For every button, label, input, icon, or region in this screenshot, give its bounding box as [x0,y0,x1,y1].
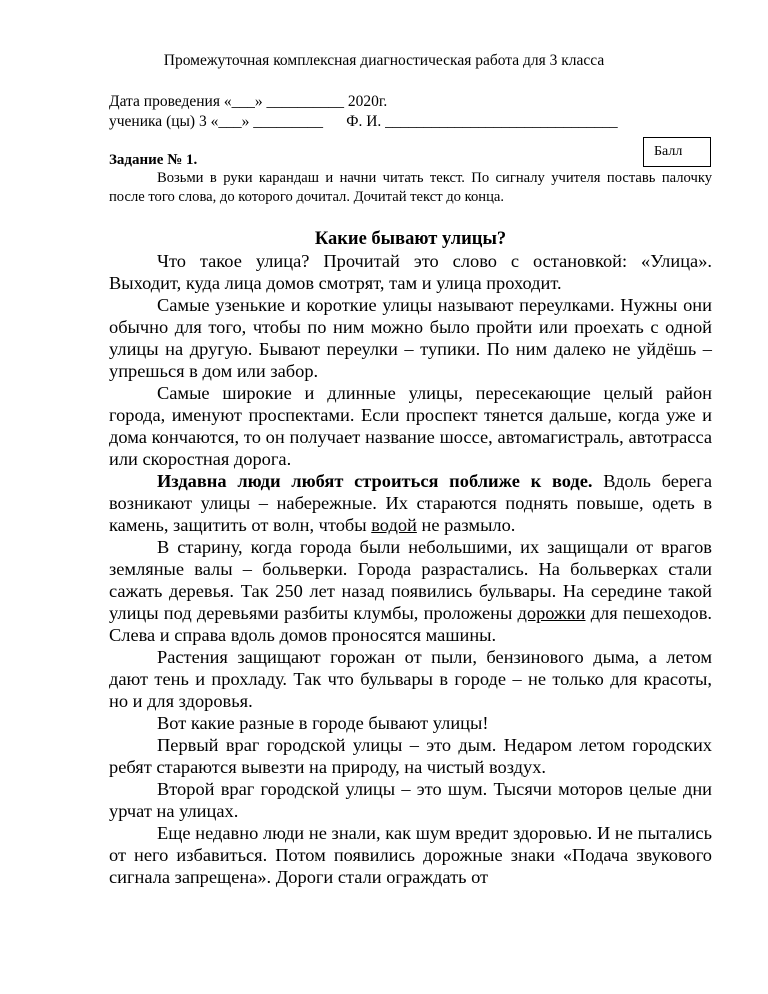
underlined-word: дорожки [517,603,586,623]
story-paragraph: Первый враг городской улицы – это дым. Недаром летом городских ребят стараются вывезти на природу, на чистый воздух. [109,735,712,777]
text-run: В старину, когда города были небольшими, их защищали от врагов земляные валы – больверки. Города разрастались. На больверках стали сажать деревья. Так 250 лет назад появились бульвары. На середине такой улицы под деревьями разбиты клумбы, проложены [109,537,712,623]
story-paragraph: Вот какие разные в городе бывают улицы! [157,713,489,733]
story-paragraph: Самые узенькие и короткие улицы называют переулками. Нужны они обычно для того, чтобы по ним можно было пройти или проехать с одной улицы на другую. Бывают переулки – тупики. По ним далеко не уйдёшь – упрешься в дом или забор. [109,295,712,381]
date-line: Дата проведения «___» __________ 2020г. [109,93,388,110]
story-title: Какие бывают улицы? [314,229,507,249]
story-text [109,250,712,888]
bold-sentence: Издавна люди любят строиться поближе к воде. [157,471,593,491]
student-line: ученика (цы) 3 «___» _________ Ф. И. ______________________________ [109,113,618,130]
story-paragraph: Еще недавно люди не знали, как шум вредит здоровью. И не пытались от него избавиться. Потом появились дорожные знаки «Подача звукового сигнала запрещена». Дороги стали ограждать от [109,823,712,887]
text-run: Вдоль берега возникают улицы – набережные. Их стараются поднять повыше, одеть в камень, защитить от волн, чтобы [109,471,713,535]
story-paragraph [109,536,712,646]
underlined-word: водой [371,515,417,535]
story-paragraph: Что такое улица? Прочитай это слово с остановкой: «Улица». Выходит, куда лица домов смотрят, там и улица проходит. [109,251,712,293]
score-box: Балл [643,137,711,167]
text-run: не размыло. [416,515,516,535]
task-title: Задание № 1. [109,152,198,168]
story-paragraph [109,470,712,536]
document-header-title: Промежуточная комплексная диагностическая работа для 3 класса [163,52,605,69]
story-paragraph: Второй враг городской улицы – это шум. Тысячи моторов целые дни урчат на улицах. [109,779,712,821]
task-instruction: Возьми в руки карандаш и начни читать текст. По сигналу учителя поставь палочку после того слова, до которого дочитал. Дочитай текст до конца. [109,170,712,205]
text-run: для пешеходов. Слева и справа вдоль домов проносятся машины. [109,603,712,645]
story-paragraph: Растения защищают горожан от пыли, бензинового дыма, а летом дают тень и прохладу. Так что бульвары в городе – не только для красоты, но и для здоровья. [109,647,712,711]
story-paragraph: Самые широкие и длинные улицы, пересекающие целый район города, именуют проспектами. Если проспект тянется дальше, когда уже и дома кончаются, то он получает название шоссе, автомагистраль, автотрасса или скоростная дорога. [109,383,712,469]
